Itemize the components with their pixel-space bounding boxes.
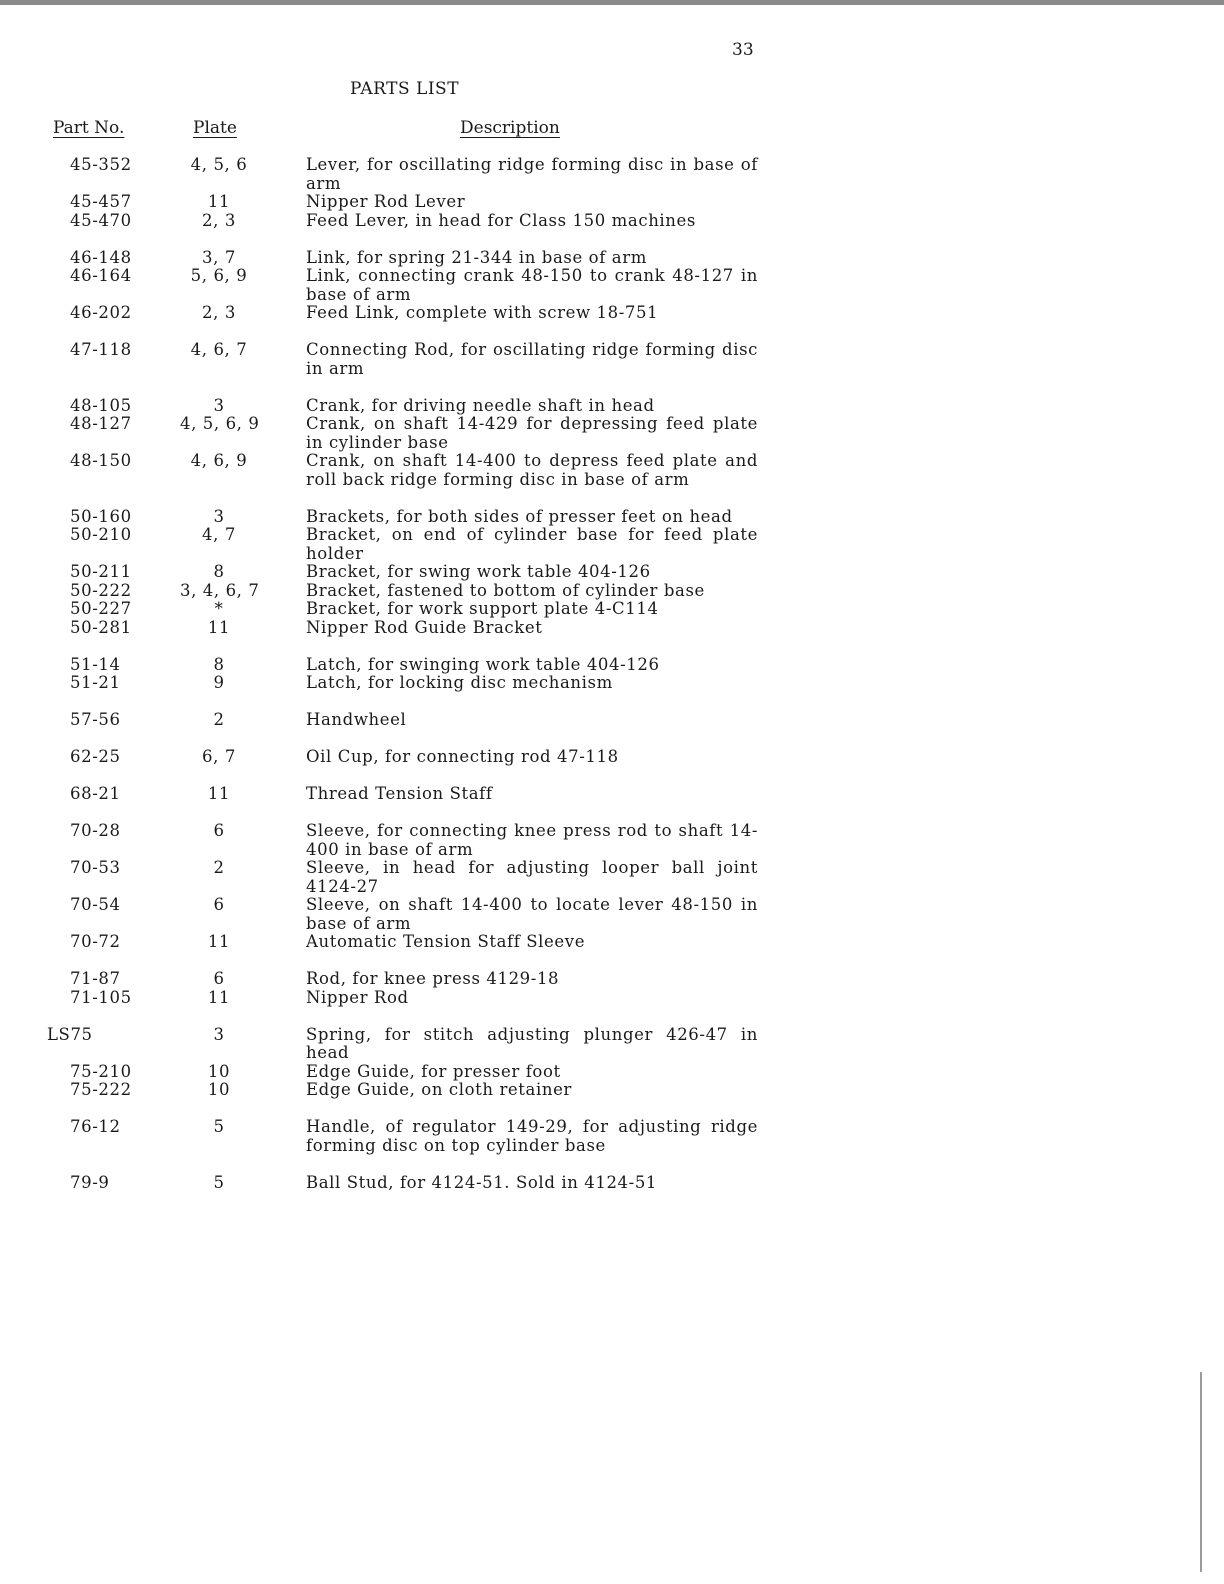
plate-number: 8 — [213, 562, 225, 581]
part-description: Sleeve, in head for adjusting looper ball joint 4124-27 — [306, 858, 758, 896]
plate-number: 4, 5, 6 — [190, 155, 248, 174]
plate-number: 6 — [213, 821, 225, 840]
part-description: Crank, for driving needle shaft in head — [306, 395, 655, 415]
part-description: Nipper Rod Guide Bracket — [306, 617, 543, 637]
parts-table — [0, 156, 1224, 1192]
part-number: 47-118 — [70, 340, 132, 359]
part-number: 71-105 — [70, 987, 132, 1007]
plate-number: 4, 6, 9 — [190, 451, 248, 470]
table-row — [0, 933, 1224, 952]
part-number: 46-164 — [70, 266, 132, 285]
part-number: 68-21 — [70, 784, 121, 803]
plate-number: 4, 7 — [202, 525, 236, 544]
plate-number: 6 — [213, 895, 225, 914]
table-row — [0, 619, 1224, 638]
table-row — [0, 674, 1224, 693]
part-number: 70-53 — [70, 858, 121, 877]
part-number: 62-25 — [70, 747, 121, 766]
table-row — [0, 748, 1224, 767]
part-number: 70-72 — [70, 932, 121, 951]
table-row — [0, 452, 1224, 489]
part-number: 45-470 — [70, 210, 132, 230]
plate-number: 3 — [213, 1024, 225, 1044]
part-description: Bracket, for work support plate 4-C114 — [306, 599, 659, 618]
table-row — [0, 341, 1224, 378]
part-description: Lever, for oscillating ridge forming disc in base of arm — [306, 155, 758, 193]
table-row — [0, 1174, 1224, 1193]
plate-number: 6, 7 — [202, 747, 236, 766]
part-number: 48-127 — [70, 414, 132, 433]
part-description: Edge Guide, on cloth retainer — [306, 1080, 572, 1099]
part-description: Spring, for stitch adjusting plunger 426-47 in head — [306, 1024, 758, 1062]
table-row — [0, 582, 1224, 601]
table-row — [0, 859, 1224, 896]
part-number: 51-14 — [70, 654, 121, 674]
page-title: PARTS LIST — [350, 79, 460, 99]
part-description: Connecting Rod, for oscillating ridge forming disc in arm — [306, 340, 758, 378]
part-number: 48-105 — [70, 395, 132, 415]
table-row — [0, 267, 1224, 304]
part-number: 70-54 — [70, 895, 121, 914]
table-row — [0, 249, 1224, 268]
part-description: Crank, on shaft 14-400 to depress feed plate and roll back ridge forming disc in base of arm — [306, 451, 758, 489]
top-rule — [0, 0, 1224, 5]
part-description: Oil Cup, for connecting rod 47-118 — [306, 747, 619, 766]
plate-number: 2, 3 — [202, 303, 236, 322]
part-number: 79-9 — [70, 1172, 110, 1192]
part-description: Latch, for swinging work table 404-126 — [306, 654, 660, 674]
part-description: Sleeve, for connecting knee press rod to shaft 14-400 in base of arm — [306, 821, 758, 859]
part-description: Rod, for knee press 4129-18 — [306, 969, 560, 988]
part-number: 46-202 — [70, 303, 132, 322]
part-description: Latch, for locking disc mechanism — [306, 673, 613, 692]
part-number: 46-148 — [70, 247, 132, 267]
table-row — [0, 785, 1224, 804]
part-number: 50-227 — [70, 599, 132, 618]
table-row — [0, 1063, 1224, 1082]
part-description: Feed Lever, in head for Class 150 machines — [306, 210, 696, 230]
part-number: 57-56 — [70, 710, 121, 729]
plate-number: 11 — [207, 617, 231, 637]
plate-number: 11 — [207, 987, 231, 1007]
table-row — [0, 397, 1224, 416]
part-number: 75-222 — [70, 1080, 132, 1099]
table-row — [0, 193, 1224, 212]
part-description: Bracket, fastened to bottom of cylinder base — [306, 580, 705, 600]
plate-number: 4, 6, 7 — [190, 340, 248, 359]
table-row — [0, 600, 1224, 619]
plate-number: 10 — [207, 1080, 231, 1099]
column-header-part-no: Part No. — [53, 118, 125, 138]
part-description: Feed Link, complete with screw 18-751 — [306, 303, 659, 322]
part-number: 50-160 — [70, 506, 132, 526]
plate-number: 9 — [213, 673, 225, 692]
part-number: 70-28 — [70, 821, 121, 840]
table-row — [0, 304, 1224, 323]
part-number: 45-457 — [70, 192, 132, 211]
part-number: 76-12 — [70, 1117, 121, 1136]
part-description: Link, connecting crank 48-150 to crank 48-127 in base of arm — [306, 266, 758, 304]
part-number: 48-150 — [70, 451, 132, 470]
table-row — [0, 563, 1224, 582]
table-row — [0, 1026, 1224, 1063]
part-description: Edge Guide, for presser foot — [306, 1061, 561, 1081]
part-number: 50-210 — [70, 525, 132, 544]
plate-number: 8 — [213, 654, 225, 674]
part-number: 75-210 — [70, 1061, 132, 1081]
part-description: Automatic Tension Staff Sleeve — [306, 932, 586, 951]
plate-number: 11 — [207, 932, 231, 951]
plate-number: 6 — [213, 969, 225, 988]
plate-number: 4, 5, 6, 9 — [180, 414, 260, 433]
part-description: Crank, on shaft 14-429 for depressing feed plate in cylinder base — [306, 414, 758, 452]
table-row — [0, 415, 1224, 452]
plate-number: 3 — [213, 506, 225, 526]
table-row — [0, 1118, 1224, 1155]
table-row — [0, 896, 1224, 933]
part-number: 71-87 — [70, 969, 121, 988]
plate-number: 5 — [213, 1117, 225, 1136]
plate-number: 3, 7 — [202, 247, 236, 267]
column-header-description: Description — [460, 118, 560, 138]
part-description: Handwheel — [306, 710, 407, 729]
plate-number: 10 — [207, 1061, 231, 1081]
part-description: Thread Tension Staff — [306, 784, 493, 803]
table-row — [0, 1081, 1224, 1100]
part-number: 45-352 — [70, 155, 132, 174]
table-row — [0, 526, 1224, 563]
table-row — [0, 822, 1224, 859]
plate-number: * — [214, 599, 224, 618]
plate-number: 11 — [207, 784, 231, 803]
table-row — [0, 656, 1224, 675]
column-header-plate: Plate — [193, 118, 237, 138]
part-description: Brackets, for both sides of presser feet on head — [306, 506, 733, 526]
table-row — [0, 711, 1224, 730]
part-description: Bracket, on end of cylinder base for feed plate holder — [306, 525, 758, 563]
part-description: Bracket, for swing work table 404-126 — [306, 562, 651, 581]
table-row — [0, 156, 1224, 193]
plate-number: 2 — [213, 710, 225, 729]
part-description: Link, for spring 21-344 in base of arm — [306, 247, 647, 267]
plate-number: 2 — [213, 858, 225, 877]
part-description: Nipper Rod Lever — [306, 192, 466, 211]
part-number: 50-211 — [70, 562, 132, 581]
plate-number: 11 — [207, 192, 231, 211]
part-number: LS75 — [47, 1024, 93, 1044]
plate-number: 5 — [213, 1172, 225, 1192]
plate-number: 3 — [213, 395, 225, 415]
part-description: Nipper Rod — [306, 987, 409, 1007]
part-number: 50-222 — [70, 580, 132, 600]
scan-edge-mark — [1200, 1372, 1202, 1572]
plate-number: 3, 4, 6, 7 — [180, 580, 260, 600]
part-description: Sleeve, on shaft 14-400 to locate lever 48-150 in base of arm — [306, 895, 758, 933]
part-description: Handle, of regulator 149-29, for adjusting ridge forming disc on top cylinder base — [306, 1117, 758, 1155]
table-row — [0, 989, 1224, 1008]
part-number: 51-21 — [70, 673, 121, 692]
part-number: 50-281 — [70, 617, 132, 637]
table-row — [0, 970, 1224, 989]
table-row — [0, 212, 1224, 231]
table-row — [0, 508, 1224, 527]
plate-number: 5, 6, 9 — [190, 266, 248, 285]
part-description: Ball Stud, for 4124-51. Sold in 4124-51 — [306, 1172, 658, 1192]
plate-number: 2, 3 — [202, 210, 236, 230]
page-number: 33 — [732, 40, 754, 60]
